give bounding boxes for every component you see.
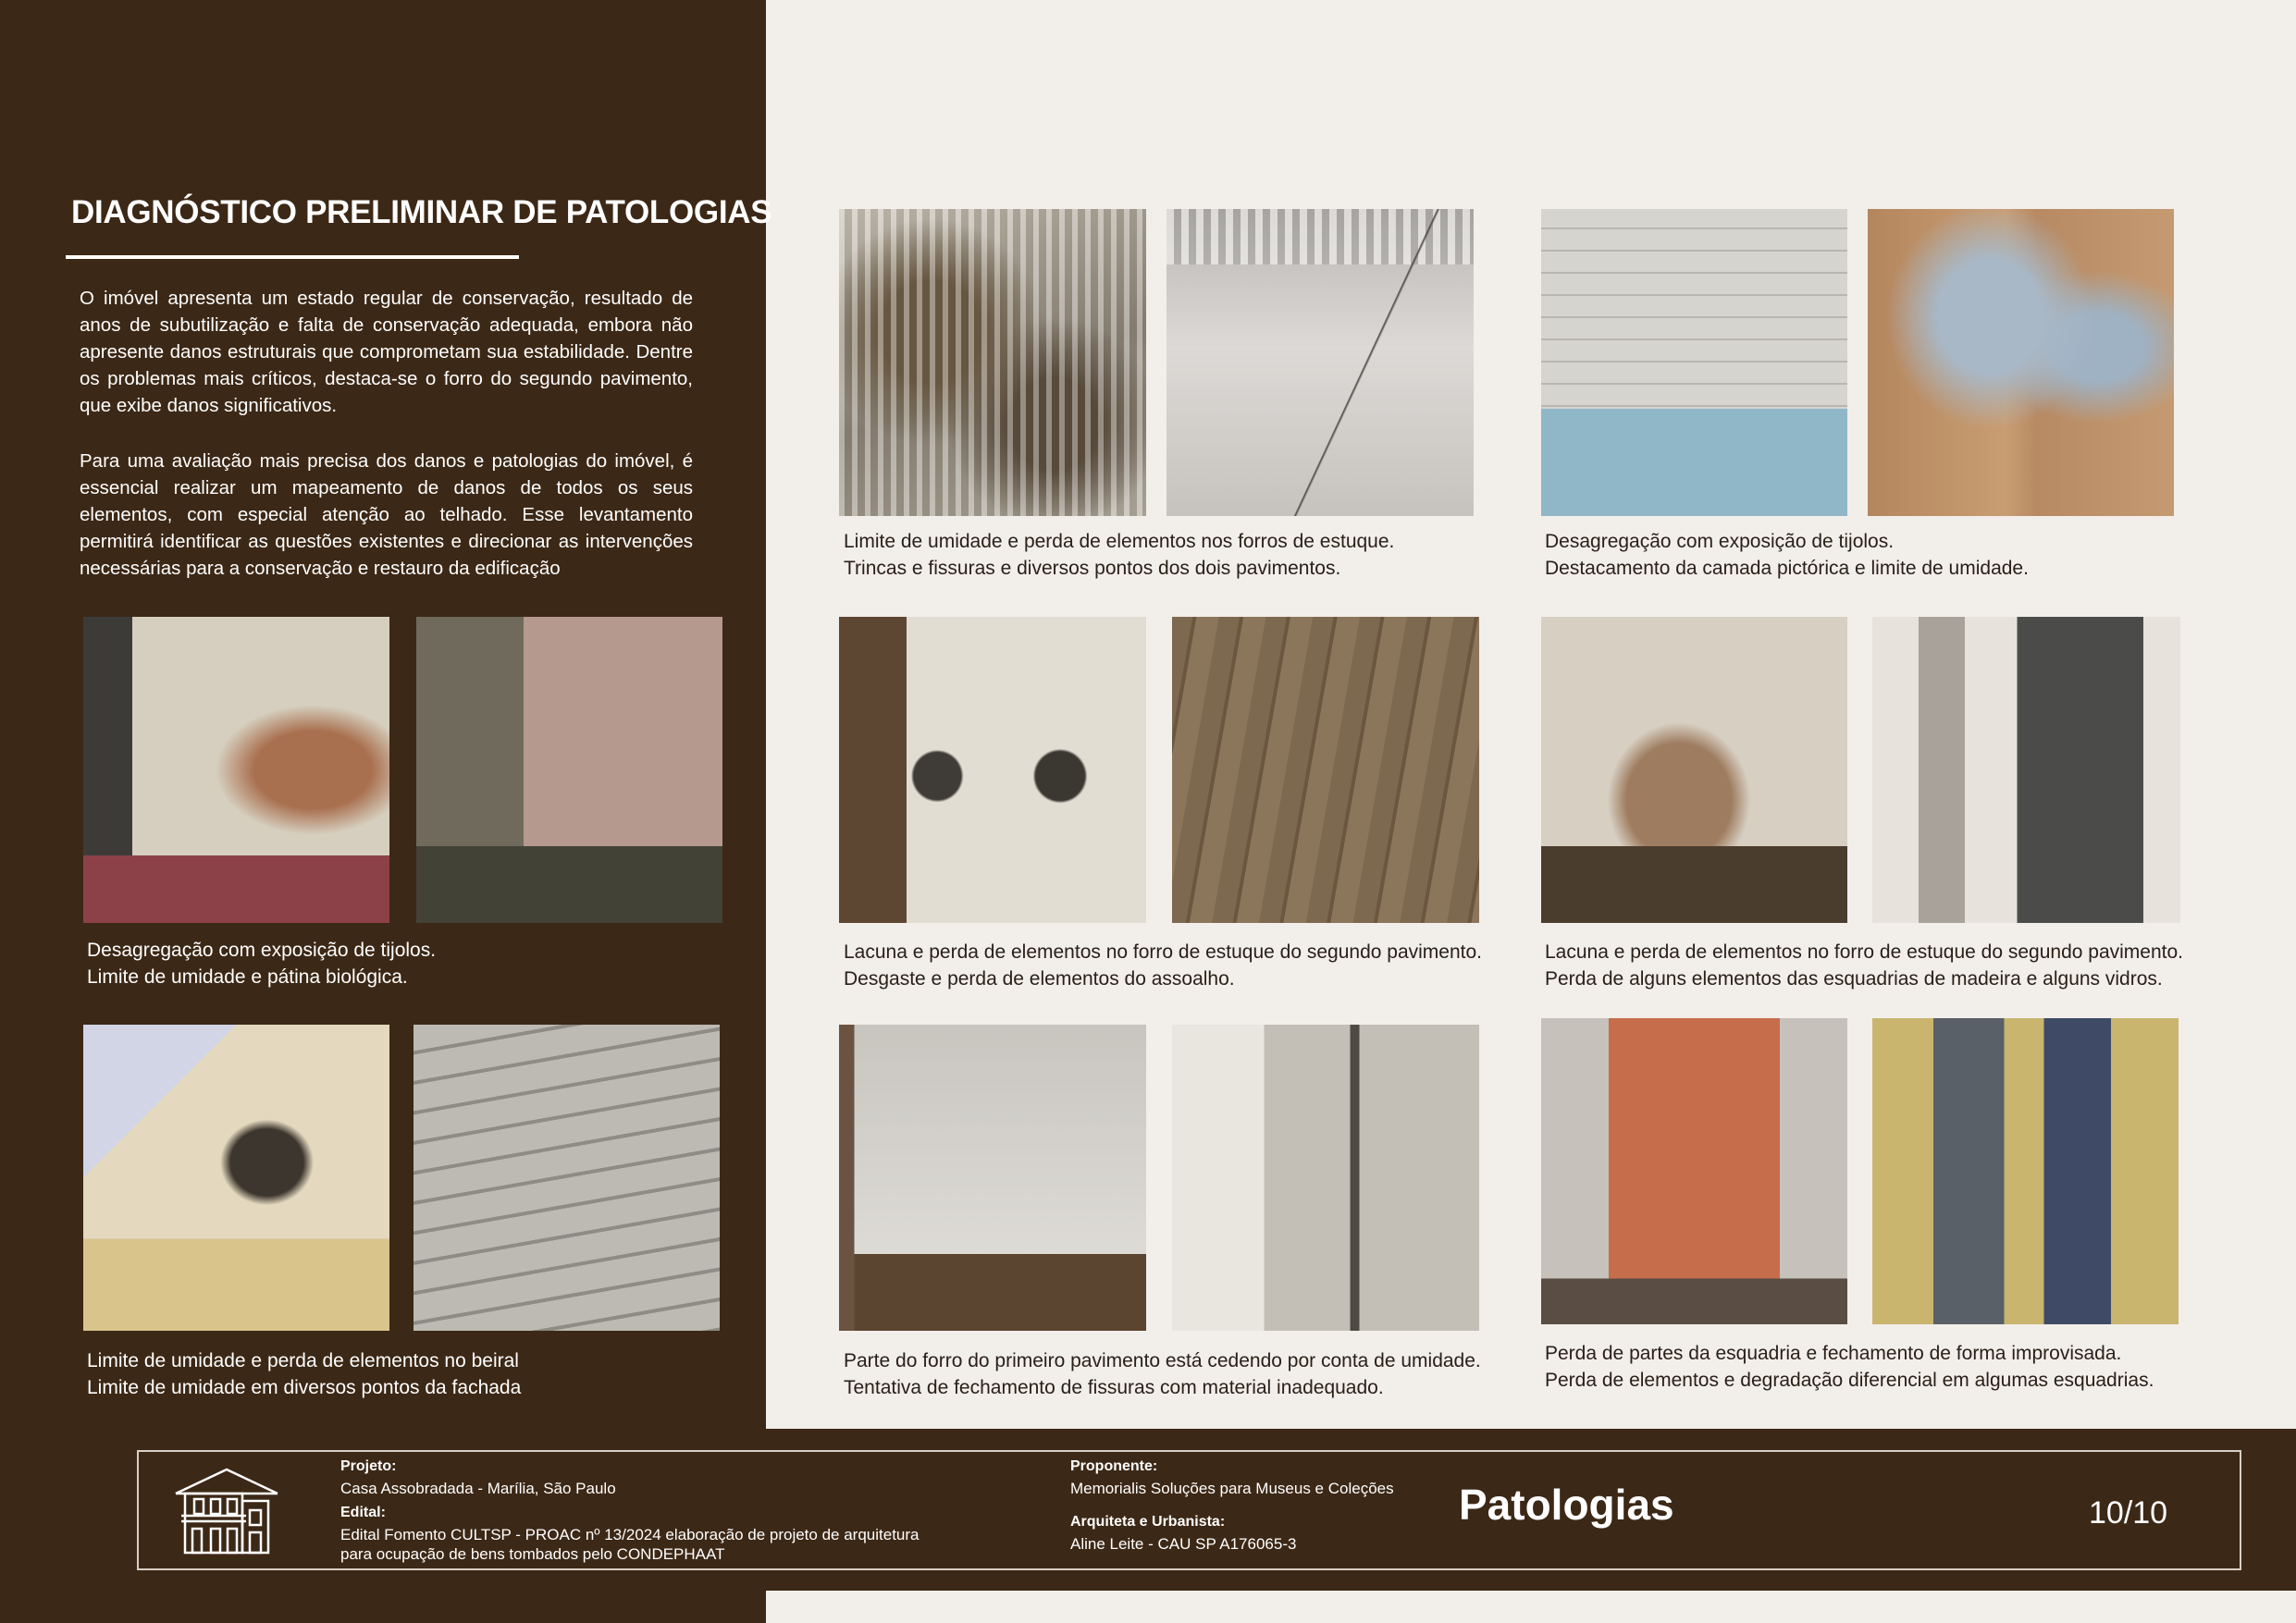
caption-5-line2: Perda de alguns elementos das esquadrias de madeira e alguns vidros. bbox=[1545, 968, 2163, 990]
caption-8-line2: Perda de elementos e degradação diferencial em algumas esquadrias. bbox=[1545, 1370, 2154, 1391]
photo-facade-stairs bbox=[414, 1025, 720, 1331]
house-logo-icon bbox=[172, 1464, 281, 1556]
photo-facade-windows bbox=[1872, 1018, 2179, 1324]
caption-3-line2: Limite de umidade e pátina biológica. bbox=[87, 966, 408, 988]
caption-6 bbox=[87, 1347, 521, 1401]
photo-improvised-window-closure bbox=[1541, 1018, 1847, 1324]
caption-2-line2: Destacamento da camada pictórica e limite de umidade. bbox=[1545, 558, 2029, 579]
arquiteta-label: Arquiteta e Urbanista: bbox=[1070, 1514, 1226, 1530]
page-title: DIAGNÓSTICO PRELIMINAR DE PATOLOGIAS bbox=[71, 194, 772, 230]
intro-paragraph-1: O imóvel apresenta um estado regular de conservação, resultado de anos de subutilização e falta de conservação adequada, embora não apresente danos estruturais que comprometam sua estabilidade. Dentre os problemas mais críticos, destaca-se o forro do segundo pavimento, que exibe danos significativos. bbox=[80, 288, 693, 416]
edital-line-2: para ocupação de bens tombados pelo CONDEPHAAT bbox=[340, 1545, 725, 1563]
caption-4 bbox=[844, 939, 1482, 992]
arquiteta-value: Aline Leite - CAU SP A176065-3 bbox=[1070, 1535, 1297, 1553]
photo-ceiling-lacuna bbox=[839, 617, 1146, 923]
photo-biological-patina-corner bbox=[416, 617, 722, 923]
caption-8 bbox=[1545, 1340, 2154, 1394]
title-underline bbox=[66, 255, 519, 259]
caption-4-line1: Lacuna e perda de elementos no forro de estuque do segundo pavimento. bbox=[844, 941, 1482, 963]
photo-wall-paint-detachment bbox=[1868, 209, 2174, 516]
intro-paragraph-2: Para uma avaliação mais precisa dos danos e patologias do imóvel, é essencial realizar um mapeamento de danos de todos os seus elementos, com especial atenção ao telhado. Esse levantamento permitirá identificar as questões existentes e direcionar as intervenções necessárias para a conservação e restauro da edificação bbox=[80, 450, 693, 579]
edital-line-1: Edital Fomento CULTSP - PROAC nº 13/2024 elaboração de projeto de arquitetura bbox=[340, 1526, 920, 1543]
caption-1-line2: Trincas e fissuras e diversos pontos dos dois pavimentos. bbox=[844, 558, 1341, 579]
caption-3-line1: Desagregação com exposição de tijolos. bbox=[87, 940, 437, 961]
proponente-value: Memorialis Soluções para Museus e Coleções bbox=[1070, 1480, 1394, 1497]
caption-7-line2: Tentativa de fechamento de fissuras com material inadequado. bbox=[844, 1377, 1384, 1398]
photo-bathroom bbox=[1541, 209, 1847, 516]
photo-column-ceiling-cracks bbox=[1167, 209, 1474, 516]
caption-6-line1: Limite de umidade e perda de elementos no beiral bbox=[87, 1350, 519, 1371]
photo-filled-crack bbox=[1172, 1025, 1479, 1331]
caption-1-line1: Limite de umidade e perda de elementos nos forros de estuque. bbox=[844, 531, 1395, 552]
caption-3 bbox=[87, 937, 436, 990]
projeto-label: Projeto: bbox=[340, 1458, 397, 1474]
photo-worn-floorboards bbox=[1172, 617, 1479, 923]
projeto-value: Casa Assobradada - Marília, São Paulo bbox=[340, 1480, 616, 1497]
page-number: 10/10 bbox=[2089, 1495, 2168, 1531]
photo-stucco-ceiling-moisture bbox=[839, 209, 1146, 516]
caption-5 bbox=[1545, 939, 2183, 992]
caption-2-line1: Desagregação com exposição de tijolos. bbox=[1545, 531, 1895, 552]
caption-5-line1: Lacuna e perda de elementos no forro de estuque do segundo pavimento. bbox=[1545, 941, 2183, 963]
caption-2 bbox=[1545, 528, 2029, 582]
caption-6-line2: Limite de umidade em diversos pontos da fachada bbox=[87, 1377, 522, 1398]
photo-sagging-ceiling bbox=[839, 1025, 1146, 1331]
caption-7-line1: Parte do forro do primeiro pavimento está cedendo por conta de umidade. bbox=[844, 1350, 1481, 1371]
photo-wall-brick-lacuna bbox=[1541, 617, 1847, 923]
caption-8-line1: Perda de partes da esquadria e fechamento de forma improvisada. bbox=[1545, 1343, 2122, 1364]
caption-1 bbox=[844, 528, 1394, 582]
photo-exposed-bricks-entrance bbox=[83, 617, 389, 923]
caption-4-line2: Desgaste e perda de elementos do assoalho. bbox=[844, 968, 1235, 990]
edital-label: Edital: bbox=[340, 1505, 386, 1520]
sheet-name: Patologias bbox=[1459, 1481, 1674, 1529]
photo-wooden-door-grille bbox=[1872, 617, 2180, 923]
proponente-label: Proponente: bbox=[1070, 1458, 1158, 1474]
caption-7 bbox=[844, 1347, 1481, 1401]
photo-eave-damage bbox=[83, 1025, 389, 1331]
